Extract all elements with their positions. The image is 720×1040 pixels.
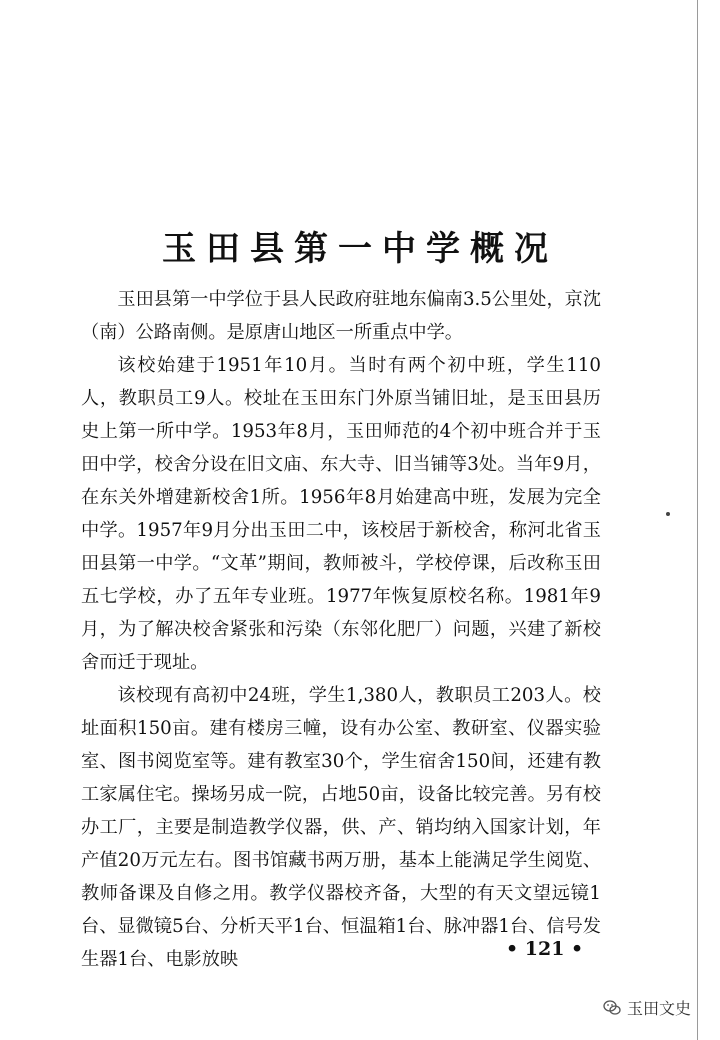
- page-edge-line: [697, 0, 698, 1040]
- wechat-icon: [603, 999, 621, 1017]
- paragraph: 该校始建于1951年10月。当时有两个初中班，学生110人，教职员工9人。校址在玉田东门外原当铺旧址，是玉田县历史上第一所中学。1953年8月，玉田师范的4个初中班合并于玉田中学，校舍分设在旧文庙、东大寺、旧当铺等3处。当年9月，在东关外增建新校舍1所。1956年8月始建高中班，发展为完全中学。1957年9月分出玉田二中，该校居于新校舍，称河北省玉田县第一中学。“文革”期间，教师被斗，学校停课，后改称玉田五七学校，办了五年专业班。1977年恢复原校名称。1981年9月，为了解决校舍紧张和污染（东邻化肥厂）问题，兴建了新校舍而迁于现址。: [81, 355, 601, 673]
- watermark-text: 玉田文史: [627, 999, 692, 1018]
- page-title: 玉田县第一中学概况: [162, 228, 558, 269]
- article-body: [81, 283, 601, 976]
- page-number: • 121 •: [506, 938, 584, 960]
- paragraph: 该校现有高初中24班，学生1,380人，教职员工203人。校址面积150亩。建有楼房三幢，设有办公室、教研室、仪器实验室、图书阅览室等。建有教室30个，学生宿舍150间，还建有教工家属住宅。操场另成一院，占地50亩，设备比较完善。另有校办工厂，主要是制造教学仪器，供、产、销均纳入国家计划，年产值20万元左右。图书馆藏书两万册，基本上能满足学生阅览、教师备课及自修之用。教学仪器校齐备，大型的有天文望远镜1台、显微镜5台、分析天平1台、恒温箱1台、脉冲器1台、信号发生器1台、电影放映: [81, 685, 601, 970]
- scan-speck: [666, 512, 670, 516]
- watermark: [603, 996, 691, 1019]
- paragraph: 玉田县第一中学位于县人民政府驻地东偏南3.5公里处，京沈（南）公路南侧。是原唐山地区一所重点中学。: [81, 289, 602, 343]
